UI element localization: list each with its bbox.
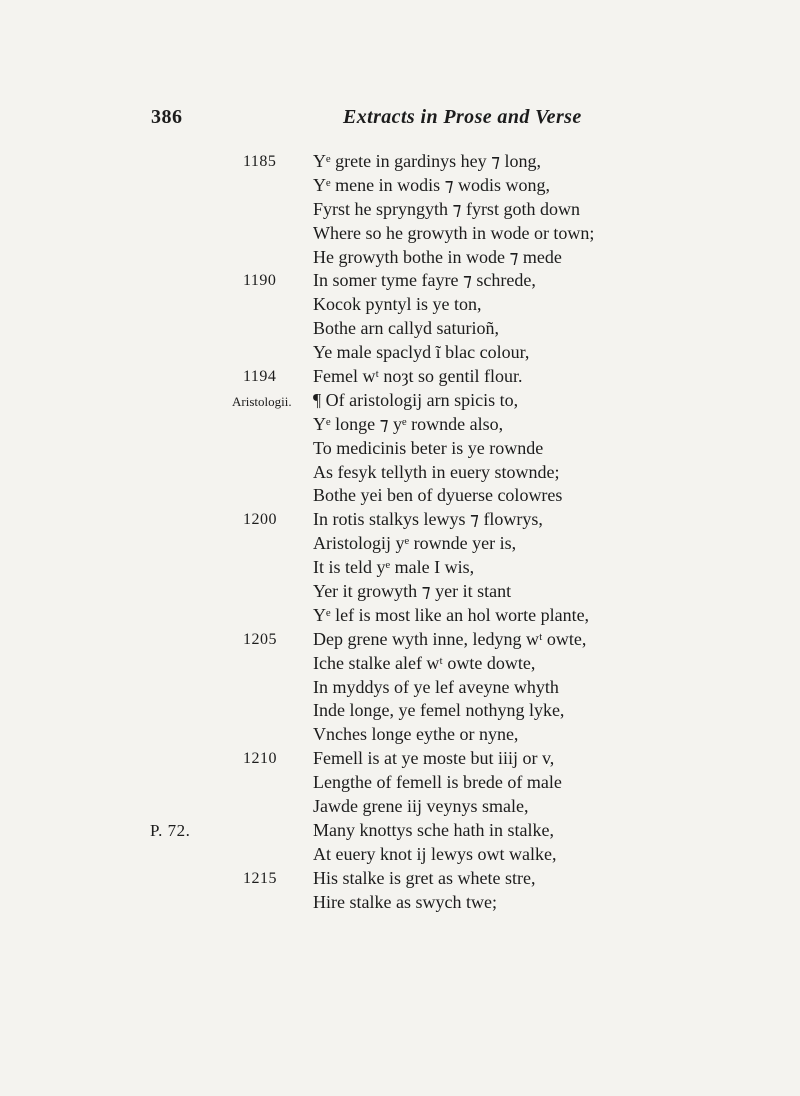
verse-row bbox=[0, 555, 800, 579]
verse-row bbox=[0, 651, 800, 675]
verse-row bbox=[0, 866, 800, 890]
verse-row bbox=[0, 173, 800, 197]
verse-line: Femell is at ye moste but iiij or v, bbox=[313, 748, 555, 769]
verse-row bbox=[0, 340, 800, 364]
line-number: 1194 bbox=[243, 368, 277, 386]
verse-line: Vnches longe eythe or nyne, bbox=[313, 724, 519, 745]
verse-row bbox=[0, 221, 800, 245]
line-number: 1200 bbox=[243, 511, 277, 529]
verse-row bbox=[0, 316, 800, 340]
verse-line: Fyrst he spryngyth ⁊ fyrst goth down bbox=[313, 198, 580, 219]
verse-row bbox=[0, 842, 800, 866]
verse-line: Bothe arn callyd saturioñ, bbox=[313, 318, 499, 339]
verse-row bbox=[0, 722, 800, 746]
verse-line: Femel wᵗ noȝt so gentil flour. bbox=[313, 366, 523, 387]
verse-line: Hire stalke as swych twe; bbox=[313, 891, 497, 912]
verse-line: Iche stalke alef wᵗ owte dowte, bbox=[313, 652, 536, 673]
page-reference: P. 72. bbox=[150, 820, 191, 840]
verse-line: His stalke is gret as whete stre, bbox=[313, 867, 536, 888]
verse-row bbox=[0, 483, 800, 507]
verse-row bbox=[0, 412, 800, 436]
running-title: Extracts in Prose and Verse bbox=[343, 106, 582, 128]
verse-row bbox=[0, 149, 800, 173]
verse-line: Lengthe of femell is brede of male bbox=[313, 772, 562, 793]
verse-row bbox=[0, 603, 800, 627]
verse-row bbox=[0, 364, 800, 388]
verse-row bbox=[0, 507, 800, 531]
verse-row bbox=[0, 388, 800, 412]
verse-row bbox=[0, 531, 800, 555]
verse-line: Yᵉ mene in wodis ⁊ wodis wong, bbox=[313, 174, 551, 195]
verse-line: Aristologij yᵉ rownde yer is, bbox=[313, 533, 517, 554]
verse-line: In somer tyme fayre ⁊ schrede, bbox=[313, 270, 536, 291]
verse-row bbox=[0, 818, 800, 842]
page-number: 386 bbox=[151, 106, 183, 128]
line-number: 1215 bbox=[243, 869, 277, 887]
line-number: 1210 bbox=[243, 750, 277, 768]
verse-line: Jawde grene iij veynys smale, bbox=[313, 796, 529, 817]
verse-row bbox=[0, 746, 800, 770]
verse-row bbox=[0, 245, 800, 269]
margin-note: Aristologii. bbox=[232, 393, 292, 409]
verse-row bbox=[0, 436, 800, 460]
verse-row bbox=[0, 794, 800, 818]
verse-row bbox=[0, 890, 800, 914]
verse-line: In rotis stalkys lewys ⁊ flowrys, bbox=[313, 509, 543, 530]
line-number: 1205 bbox=[243, 630, 277, 648]
verse-row bbox=[0, 627, 800, 651]
verse-line: Kocok pyntyl is ye ton, bbox=[313, 294, 482, 315]
verse-line: Bothe yei ben of dyuerse colowres bbox=[313, 485, 563, 506]
verse-line: It is teld yᵉ male I wis, bbox=[313, 557, 475, 578]
verse-row bbox=[0, 292, 800, 316]
verse-row bbox=[0, 460, 800, 484]
verse-row bbox=[0, 197, 800, 221]
verse-line: Yᵉ longe ⁊ yᵉ rownde also, bbox=[313, 413, 504, 434]
verse-line: At euery knot ij lewys owt walke, bbox=[313, 843, 557, 864]
verse-row bbox=[0, 579, 800, 603]
verse-line: To medicinis beter is ye rownde bbox=[313, 437, 544, 458]
verse-line: As fesyk tellyth in euery stownde; bbox=[313, 461, 560, 482]
line-number: 1190 bbox=[243, 272, 277, 290]
verse-row bbox=[0, 770, 800, 794]
verse-line: Yer it growyth ⁊ yer it stant bbox=[313, 581, 512, 602]
page-header bbox=[0, 106, 800, 136]
verse-line: Dep grene wyth inne, ledyng wᵗ owte, bbox=[313, 628, 587, 649]
verse-line: He growyth bothe in wode ⁊ mede bbox=[313, 246, 562, 267]
verse-line: Inde longe, ye femel nothyng lyke, bbox=[313, 700, 565, 721]
verse-row bbox=[0, 675, 800, 699]
verse-block bbox=[0, 149, 800, 914]
verse-line: Where so he growyth in wode or town; bbox=[313, 222, 595, 243]
verse-line: Yᵉ grete in gardinys hey ⁊ long, bbox=[313, 151, 542, 171]
verse-row bbox=[0, 698, 800, 722]
line-number: 1185 bbox=[243, 153, 277, 170]
verse-line: ¶ Of aristologij arn spicis to, bbox=[313, 389, 519, 410]
verse-line: Ye male spaclyd ĩ blac colour, bbox=[313, 342, 530, 363]
verse-row bbox=[0, 268, 800, 292]
verse-line: Yᵉ lef is most like an hol worte plante, bbox=[313, 604, 590, 625]
verse-line: In myddys of ye lef aveyne whyth bbox=[313, 676, 559, 697]
verse-line: Many knottys sche hath in stalke, bbox=[313, 819, 554, 840]
